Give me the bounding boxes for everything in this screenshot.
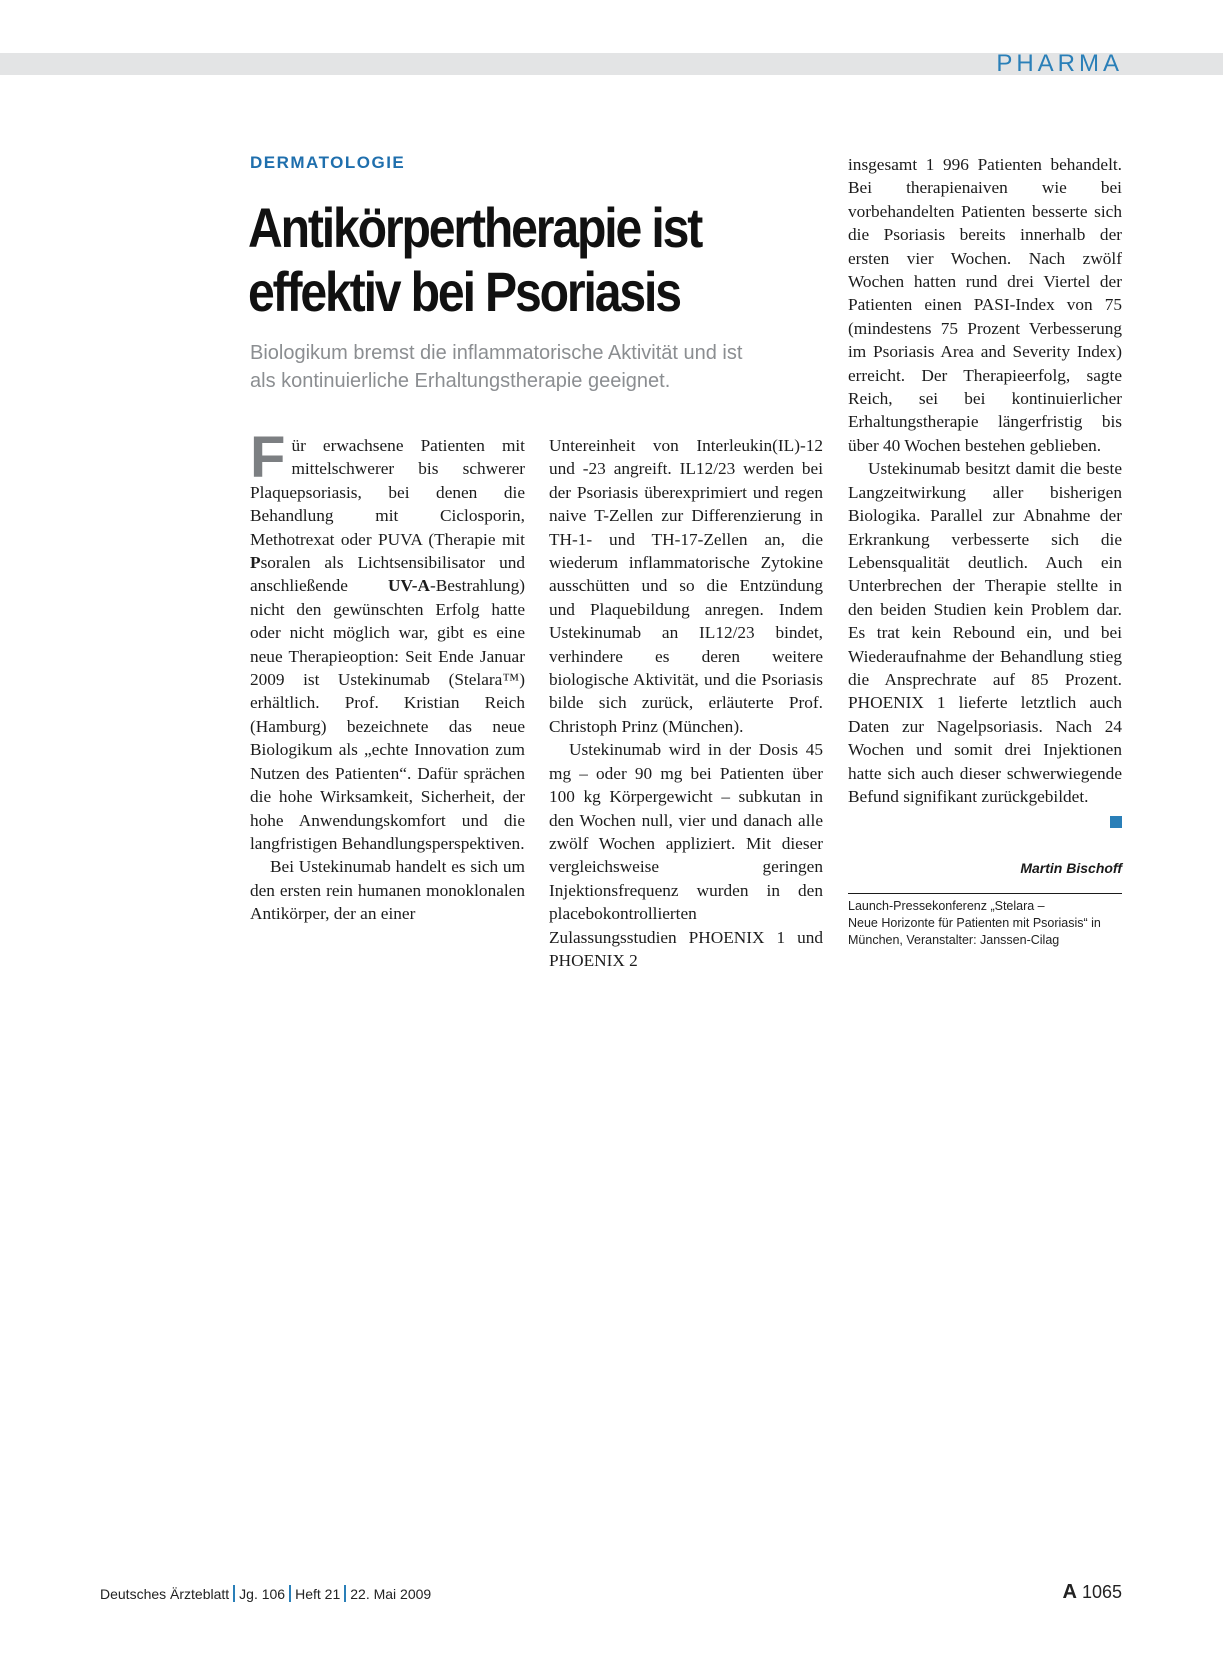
page-number bbox=[1062, 1581, 1122, 1604]
section-label: PHARMA bbox=[996, 50, 1123, 77]
source-line-3: München, Veranstalter: Janssen-Cilag bbox=[848, 933, 1060, 947]
drop-cap: F bbox=[250, 425, 286, 490]
paragraph: insgesamt 1 996 Patienten behandelt. Bei therapienaiven wie bei vorbehandelten Patienten besserte sich die Psoriasis bereits innerhalb der ersten vier Wochen. Nach zwölf Wochen hatten rund drei Viertel der Patienten einen PASI-Index von 75 (mindestens 75 Prozent Verbesserung im Psoriasis Area and Severity Index) erreicht. Der Therapieerfolg, sagte Reich, sei bei kontinuierlicher Erhaltungstherapie längerfristig bis über 40 Wochen bestehen geblieben. bbox=[848, 155, 1122, 455]
text-run-bold: P bbox=[250, 553, 261, 573]
journal-name: Deutsches Ärzteblatt bbox=[100, 1586, 230, 1602]
headline-line-2: effektiv bei Psoriasis bbox=[248, 260, 680, 323]
text-run: -Bestrahlung) nicht den gewünschten Erfolg hatte oder nicht möglich war, gibt es eine neue Therapieoption: Seit Ende Januar 2009 ist Ustekinumab (Stelara™) erhältlich. Prof. Kristian Reich (Hamburg) bezeichnete das neue Biologikum als „echte Innovation zum Nutzen des Patienten“. Dafür sprächen die hohe Wirksamkeit, Sicherheit, der hohe Anwendungskomfort und die langfristigen Behandlungsperspektiven. bbox=[250, 576, 525, 853]
page-number-value: 1065 bbox=[1081, 1582, 1122, 1602]
headline-line-1: Antikörpertherapie ist bbox=[248, 196, 702, 259]
article-kicker: DERMATOLOGIE bbox=[250, 153, 406, 172]
paragraph: Ustekinumab besitzt damit die beste Langzeitwirkung aller bisherigen Biologika. Parallel zur Abnahme der Erkrankung verbesserte sich die Lebensqualität deutlich. Auch ein Unterbrechen der Therapie stellte in den beiden Studien kein Problem dar. Es trat kein Rebound ein, und bei Wiederaufnahme der Behandlung stieg die Ansprechrate auf 85 Prozent. PHOENIX 1 lieferte letztlich auch Daten zur Nagelpsoriasis. Nach 24 Wochen und somit drei Injektionen hatte sich auch dieser schwerwiegende Befund signifikant zurückgebildet. bbox=[848, 459, 1122, 806]
divider bbox=[848, 893, 1122, 894]
page-prefix: A bbox=[1062, 1581, 1077, 1603]
source-note bbox=[848, 898, 1122, 949]
text-run: ür erwachsene Patienten mit mittelschwerer bis schwerer Plaquepsoriasis, bei denen die Behandlung mit Ciclosporin, Methotrexat oder PUVA (Therapie mit bbox=[250, 436, 525, 549]
journal-issue: Heft 21 bbox=[295, 1586, 341, 1602]
separator bbox=[344, 1585, 346, 1602]
paragraph: Untereinheit von Interleukin(IL)-12 und -23 angreift. IL12/23 werden bei der Psoriasis überexprimiert und regen naive T-Zellen zur Differenzierung in TH-1- und TH-17-Zellen an, die wiederum inflammatorische Zytokine ausschütten und so die Entzündung und Plaquebildung anregen. Indem Ustekinumab an IL12/23 bindet, verhindere es deren weitere biologische Aktivität, und die Psoriasis bilde sich zurück, erläuterte Prof. Christoph Prinz (München). bbox=[549, 436, 823, 736]
separator bbox=[233, 1585, 235, 1602]
article-subhead bbox=[250, 339, 815, 395]
source-line-1: Launch-Pressekonferenz „Stelara – bbox=[848, 899, 1045, 913]
author-name: Martin Bischoff bbox=[1020, 860, 1122, 876]
journal-volume: Jg. 106 bbox=[239, 1586, 286, 1602]
end-mark-icon bbox=[1110, 816, 1122, 828]
text-column-2 bbox=[549, 434, 823, 972]
paragraph: Ustekinumab wird in der Dosis 45 mg – oder 90 mg bei Patienten über 100 kg Körpergewicht – subkutan in den Wochen null, vier und danach alle zwölf Wochen appliziert. Mit dieser vergleichsweise geringen Injektionsfrequenz wurden in den placebokontrollierten Zulassungsstudien PHOENIX 1 und PHOENIX 2 bbox=[549, 740, 823, 970]
text-column-1 bbox=[250, 425, 525, 926]
subhead-line-2: als kontinuierliche Erhaltungstherapie geeignet. bbox=[250, 370, 671, 392]
article-headline bbox=[248, 196, 730, 324]
paragraph: Bei Ustekinumab handelt es sich um den ersten rein humanen monoklonalen Antikörper, der an einer bbox=[250, 857, 525, 924]
text-run: soralen als Lichtsensibilisator und anschließende bbox=[250, 553, 525, 596]
subhead-line-1: Biologikum bremst die inflammatorische Aktivität und ist bbox=[250, 342, 743, 364]
journal-date: 22. Mai 2009 bbox=[350, 1586, 432, 1602]
separator bbox=[289, 1585, 291, 1602]
text-run-bold: UV-A bbox=[388, 576, 430, 596]
footer-citation bbox=[100, 1585, 431, 1602]
source-line-2: Neue Horizonte für Patienten mit Psoriasis“ in bbox=[848, 916, 1101, 930]
paragraph bbox=[250, 425, 525, 855]
text-column-3 bbox=[848, 153, 1122, 828]
